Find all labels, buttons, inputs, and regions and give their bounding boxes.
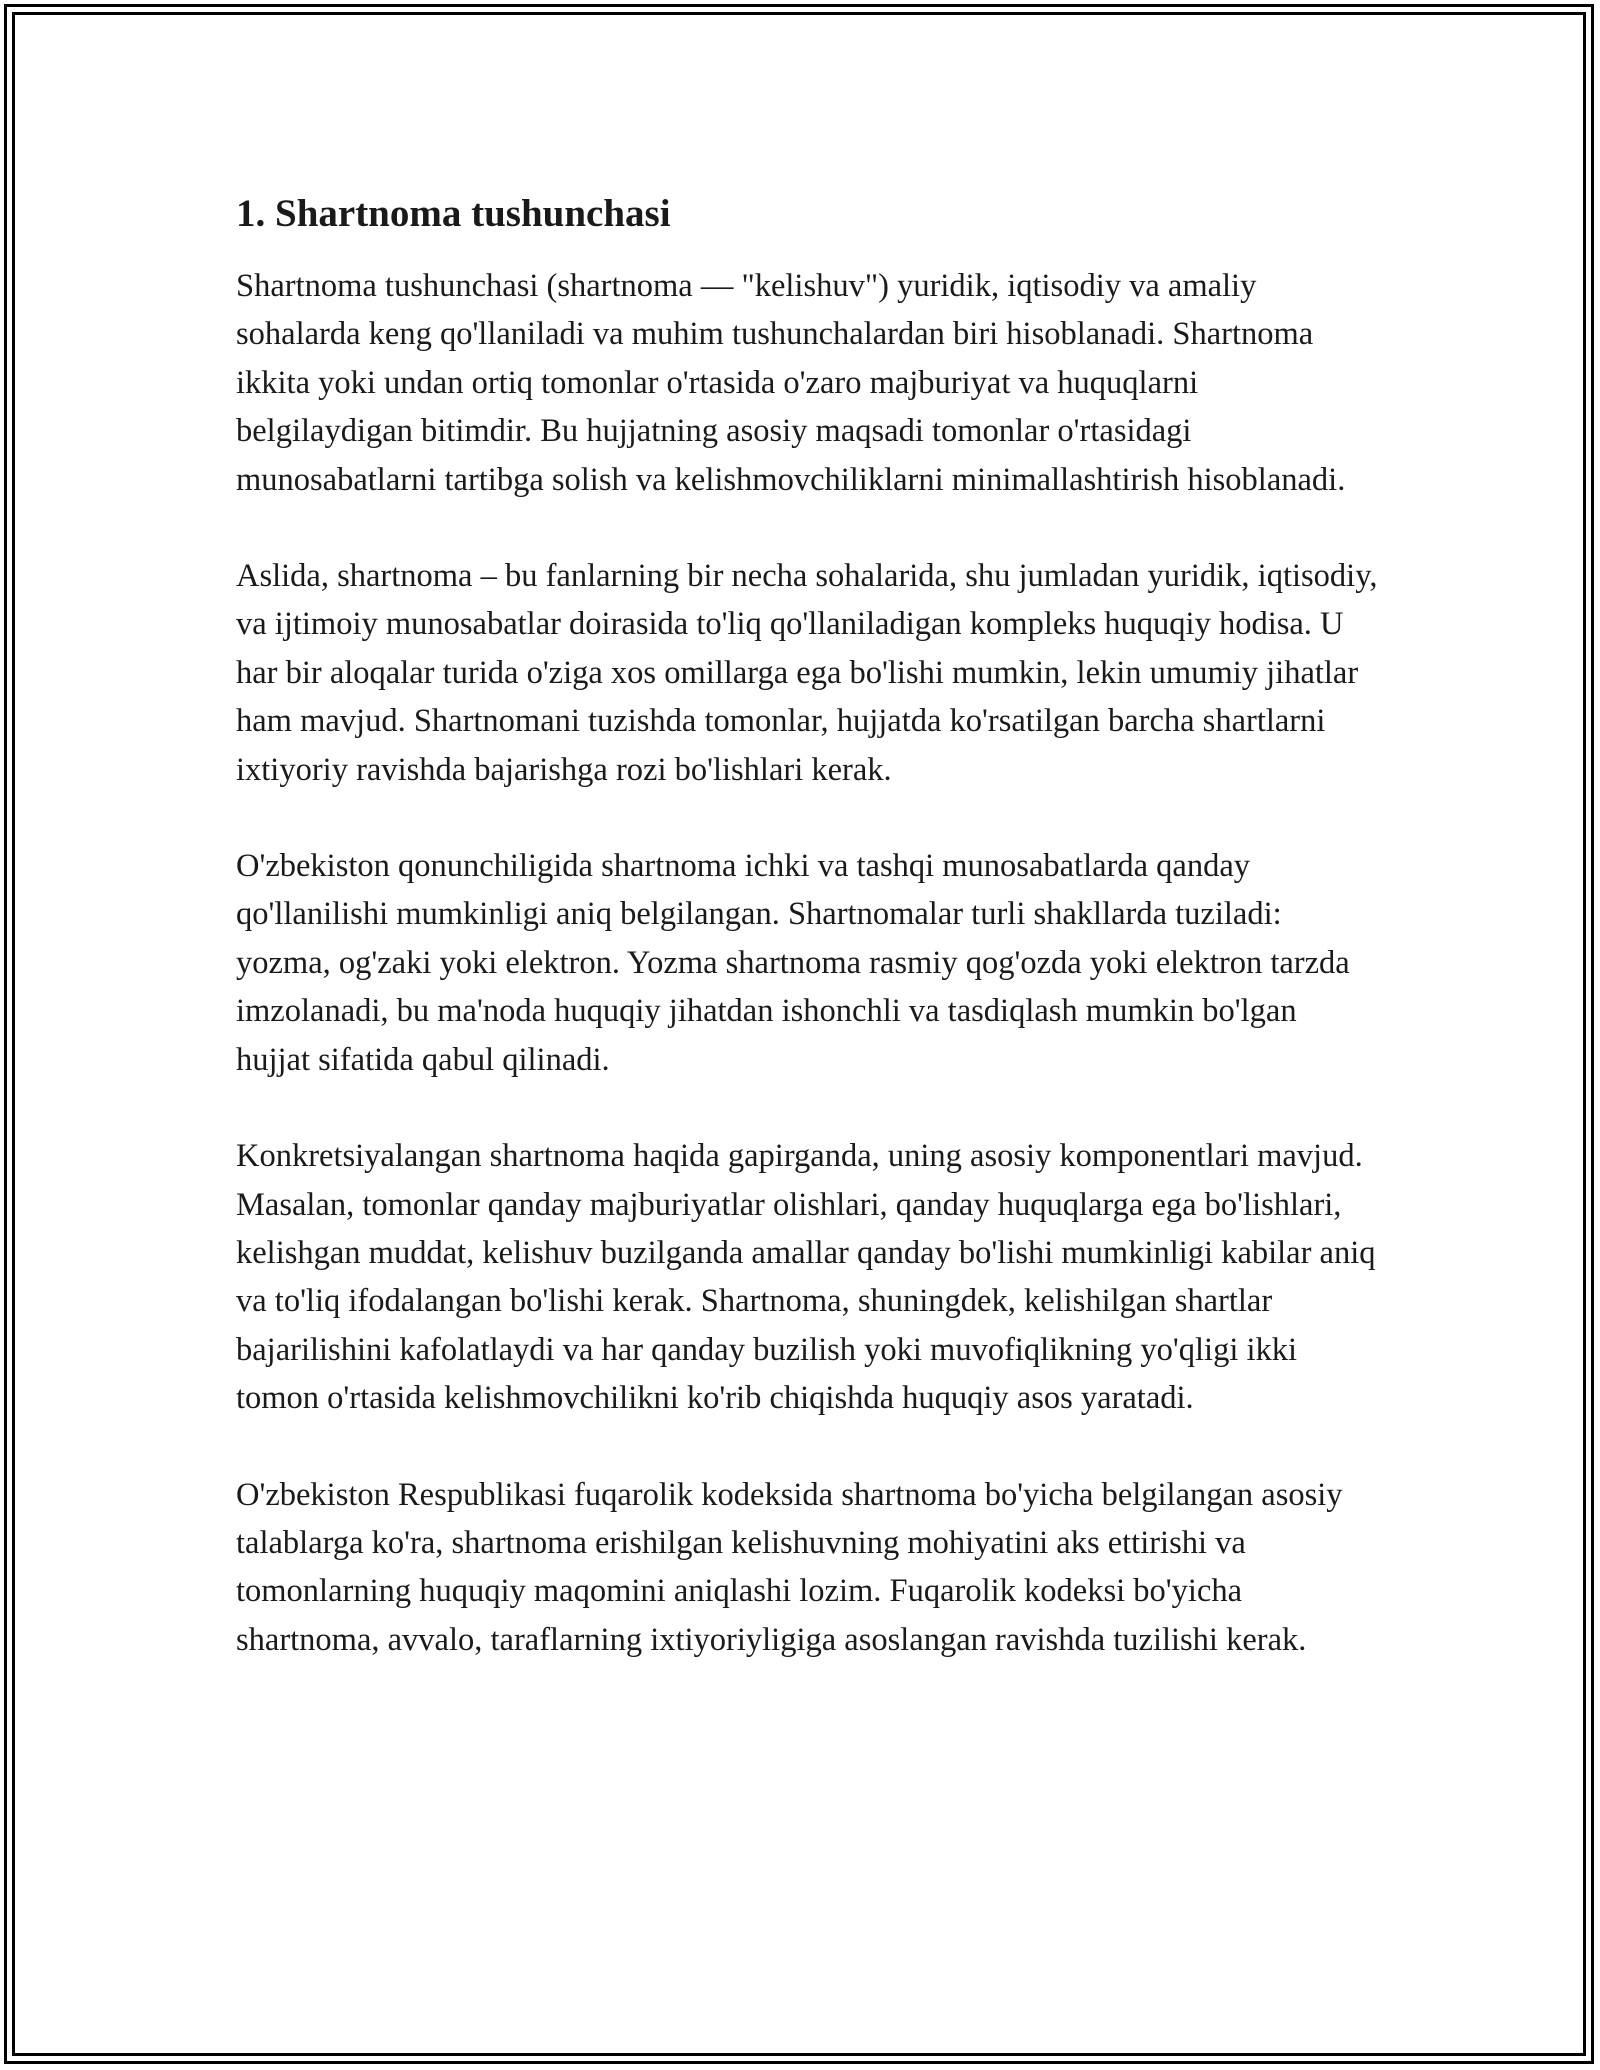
paragraph-4: Konkretsiyalangan shartnoma haqida gapirganda, uning asosiy komponentlari mavjud. Masalan, tomonlar qanday majburiyatlar olishlari, qanday huquqlarga ega bo'lishlari, kelishgan muddat, kelishuv buzilganda amallar qanday bo'lishi mumkinligi kabilar aniq va to'liq ifodalangan bo'lishi kerak. Shartnoma, shuningdek, kelishilgan shartlar bajarilishini kafolatlaydi va har qanday buzilish yoki muvofiqlikning yo'qligi ikki tomon o'rtasida kelishmovchilikni ko'rib chiqishda huquqiy asos yaratadi. [236,1138,1376,1417]
section-heading: 1. Shartnoma tushunchasi [236,192,671,235]
document-body [236,186,1378,1712]
paragraph-1: Shartnoma tushunchasi (shartnoma — "kelishuv") yuridik, iqtisodiy va amaliy sohalarda keng qo'llaniladi va muhim tushunchalardan biri hisoblanadi. Shartnoma ikkita yoki undan ortiq tomonlar o'rtasida o'zaro majburiyat va huquqlarni belgilaydigan bitimdir. Bu hujjatning asosiy maqsadi tomonlar o'rtasidagi munosabatlarni tartibga solish va kelishmovchiliklarni minimallashtirish hisoblanadi. [236,268,1346,498]
paragraph-2: Aslida, shartnoma – bu fanlarning bir necha sohalarida, shu jumladan yuridik, iqtisodiy, va ijtimoiy munosabatlar doirasida to'liq qo'llaniladigan kompleks huquqiy hodisa. U har bir aloqalar turida o'ziga xos omillarga ega bo'lishi mumkin, lekin umumiy jihatlar ham mavjud. Shartnomani tuzishda tomonlar, hujjatda ko'rsatilgan barcha shartlarni ixtiyoriy ravishda bajarishga rozi bo'lishlari kerak. [236,558,1378,788]
paragraph-5: O'zbekiston Respublikasi fuqarolik kodeksida shartnoma bo'yicha belgilangan asosiy talablarga ko'ra, shartnoma erishilgan kelishuvning mohiyatini aks ettirishi va tomonlarning huquqiy maqomini aniqlashi lozim. Fuqarolik kodeksi bo'yicha shartnoma, avvalo, taraflarning ixtiyoriyligiga asoslangan ravishda tuzilishi kerak. [236,1476,1343,1658]
paragraph-3: O'zbekiston qonunchiligida shartnoma ichki va tashqi munosabatlarda qanday qo'llanilishi mumkinligi aniq belgilangan. Shartnomalar turli shakllarda tuziladi: yozma, og'zaki yoki elektron. Yozma shartnoma rasmiy qog'ozda yoki elektron tarzda imzolanadi, bu ma'noda huquqiy jihatdan ishonchli va tasdiqlash mumkin bo'lgan hujjat sifatida qabul qilinadi. [236,848,1350,1078]
